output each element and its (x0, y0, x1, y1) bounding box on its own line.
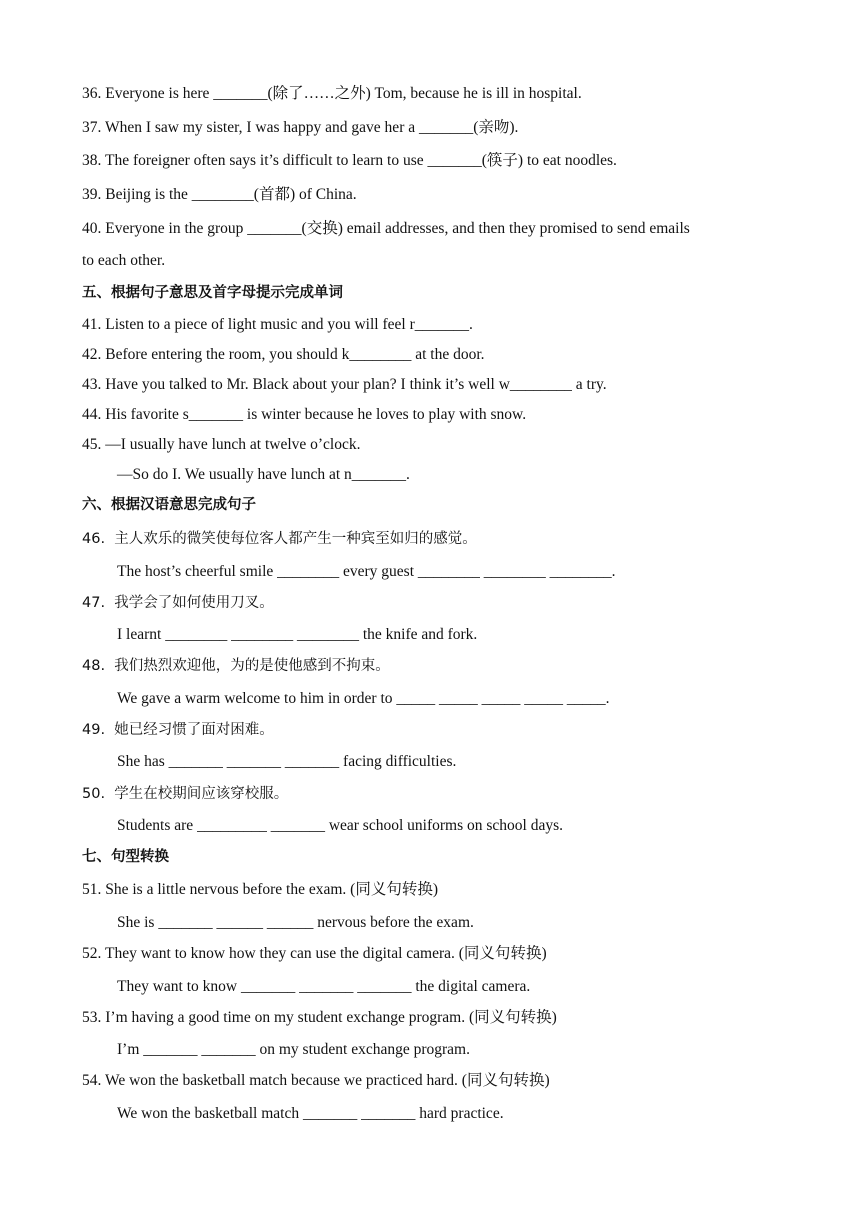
question-45: 45. —I usually have lunch at twelve o’clock. (82, 436, 361, 453)
question-53-rewrite: I’m _______ _______ on my student exchange program. (117, 1041, 470, 1058)
question-46-english: The host’s cheerful smile ________ every guest ________ ________ ________. (117, 563, 616, 580)
section-heading-5: 五、根据句子意思及首字母提示完成单词 (82, 285, 343, 301)
question-54-rewrite: We won the basketball match _______ _______ hard practice. (117, 1105, 504, 1122)
section-heading-6: 六、根据汉语意思完成句子 (82, 497, 256, 513)
question-54: 54. We won the basketball match because we practiced hard. (同义句转换) (82, 1072, 550, 1089)
question-53: 53. I’m having a good time on my student exchange program. (同义句转换) (82, 1009, 557, 1026)
question-51: 51. She is a little nervous before the exam. (同义句转换) (82, 881, 438, 898)
question-38: 38. The foreigner often says it’s difficult to learn to use _______(筷子) to eat noodles. (82, 152, 617, 169)
question-40: 40. Everyone in the group _______(交换) email addresses, and then they promised to send emails (82, 220, 690, 237)
question-41: 41. Listen to a piece of light music and you will feel r_______. (82, 316, 473, 333)
question-52-rewrite: They want to know _______ _______ _______ the digital camera. (117, 978, 531, 995)
question-47-english: I learnt ________ ________ ________ the knife and fork. (117, 626, 478, 643)
question-51-rewrite: She is _______ ______ ______ nervous before the exam. (117, 914, 474, 931)
question-43: 43. Have you talked to Mr. Black about your plan? I think it’s well w________ a try. (82, 376, 607, 393)
section-heading-7: 七、句型转换 (82, 849, 169, 865)
question-48-chinese: 48. 我们热烈欢迎他，为的是使他感到不拘束。 (82, 658, 390, 674)
question-52: 52. They want to know how they can use the digital camera. (同义句转换) (82, 945, 547, 962)
question-39: 39. Beijing is the ________(首都) of China. (82, 186, 357, 203)
question-42: 42. Before entering the room, you should k________ at the door. (82, 346, 485, 363)
question-49-chinese: 49. 她已经习惯了面对困难。 (82, 722, 274, 738)
question-45-reply: —So do I. We usually have lunch at n_______. (117, 466, 410, 483)
question-44: 44. His favorite s_______ is winter because he loves to play with snow. (82, 406, 527, 423)
question-40-continued: to each other. (82, 252, 166, 269)
question-49-english: She has _______ _______ _______ facing difficulties. (117, 753, 457, 770)
question-50-chinese: 50. 学生在校期间应该穿校服。 (82, 786, 289, 802)
question-50-english: Students are _________ _______ wear school uniforms on school days. (117, 817, 563, 834)
question-47-chinese: 47. 我学会了如何使用刀叉。 (82, 595, 274, 611)
question-48-english: We gave a warm welcome to him in order to _____ _____ _____ _____ _____. (117, 690, 610, 707)
question-36: 36. Everyone is here _______(除了……之外) Tom, because he is ill in hospital. (82, 85, 582, 102)
question-46-chinese: 46. 主人欢乐的微笑使每位客人都产生一种宾至如归的感觉。 (82, 531, 477, 547)
question-37: 37. When I saw my sister, I was happy and gave her a _______(亲吻). (82, 119, 519, 136)
